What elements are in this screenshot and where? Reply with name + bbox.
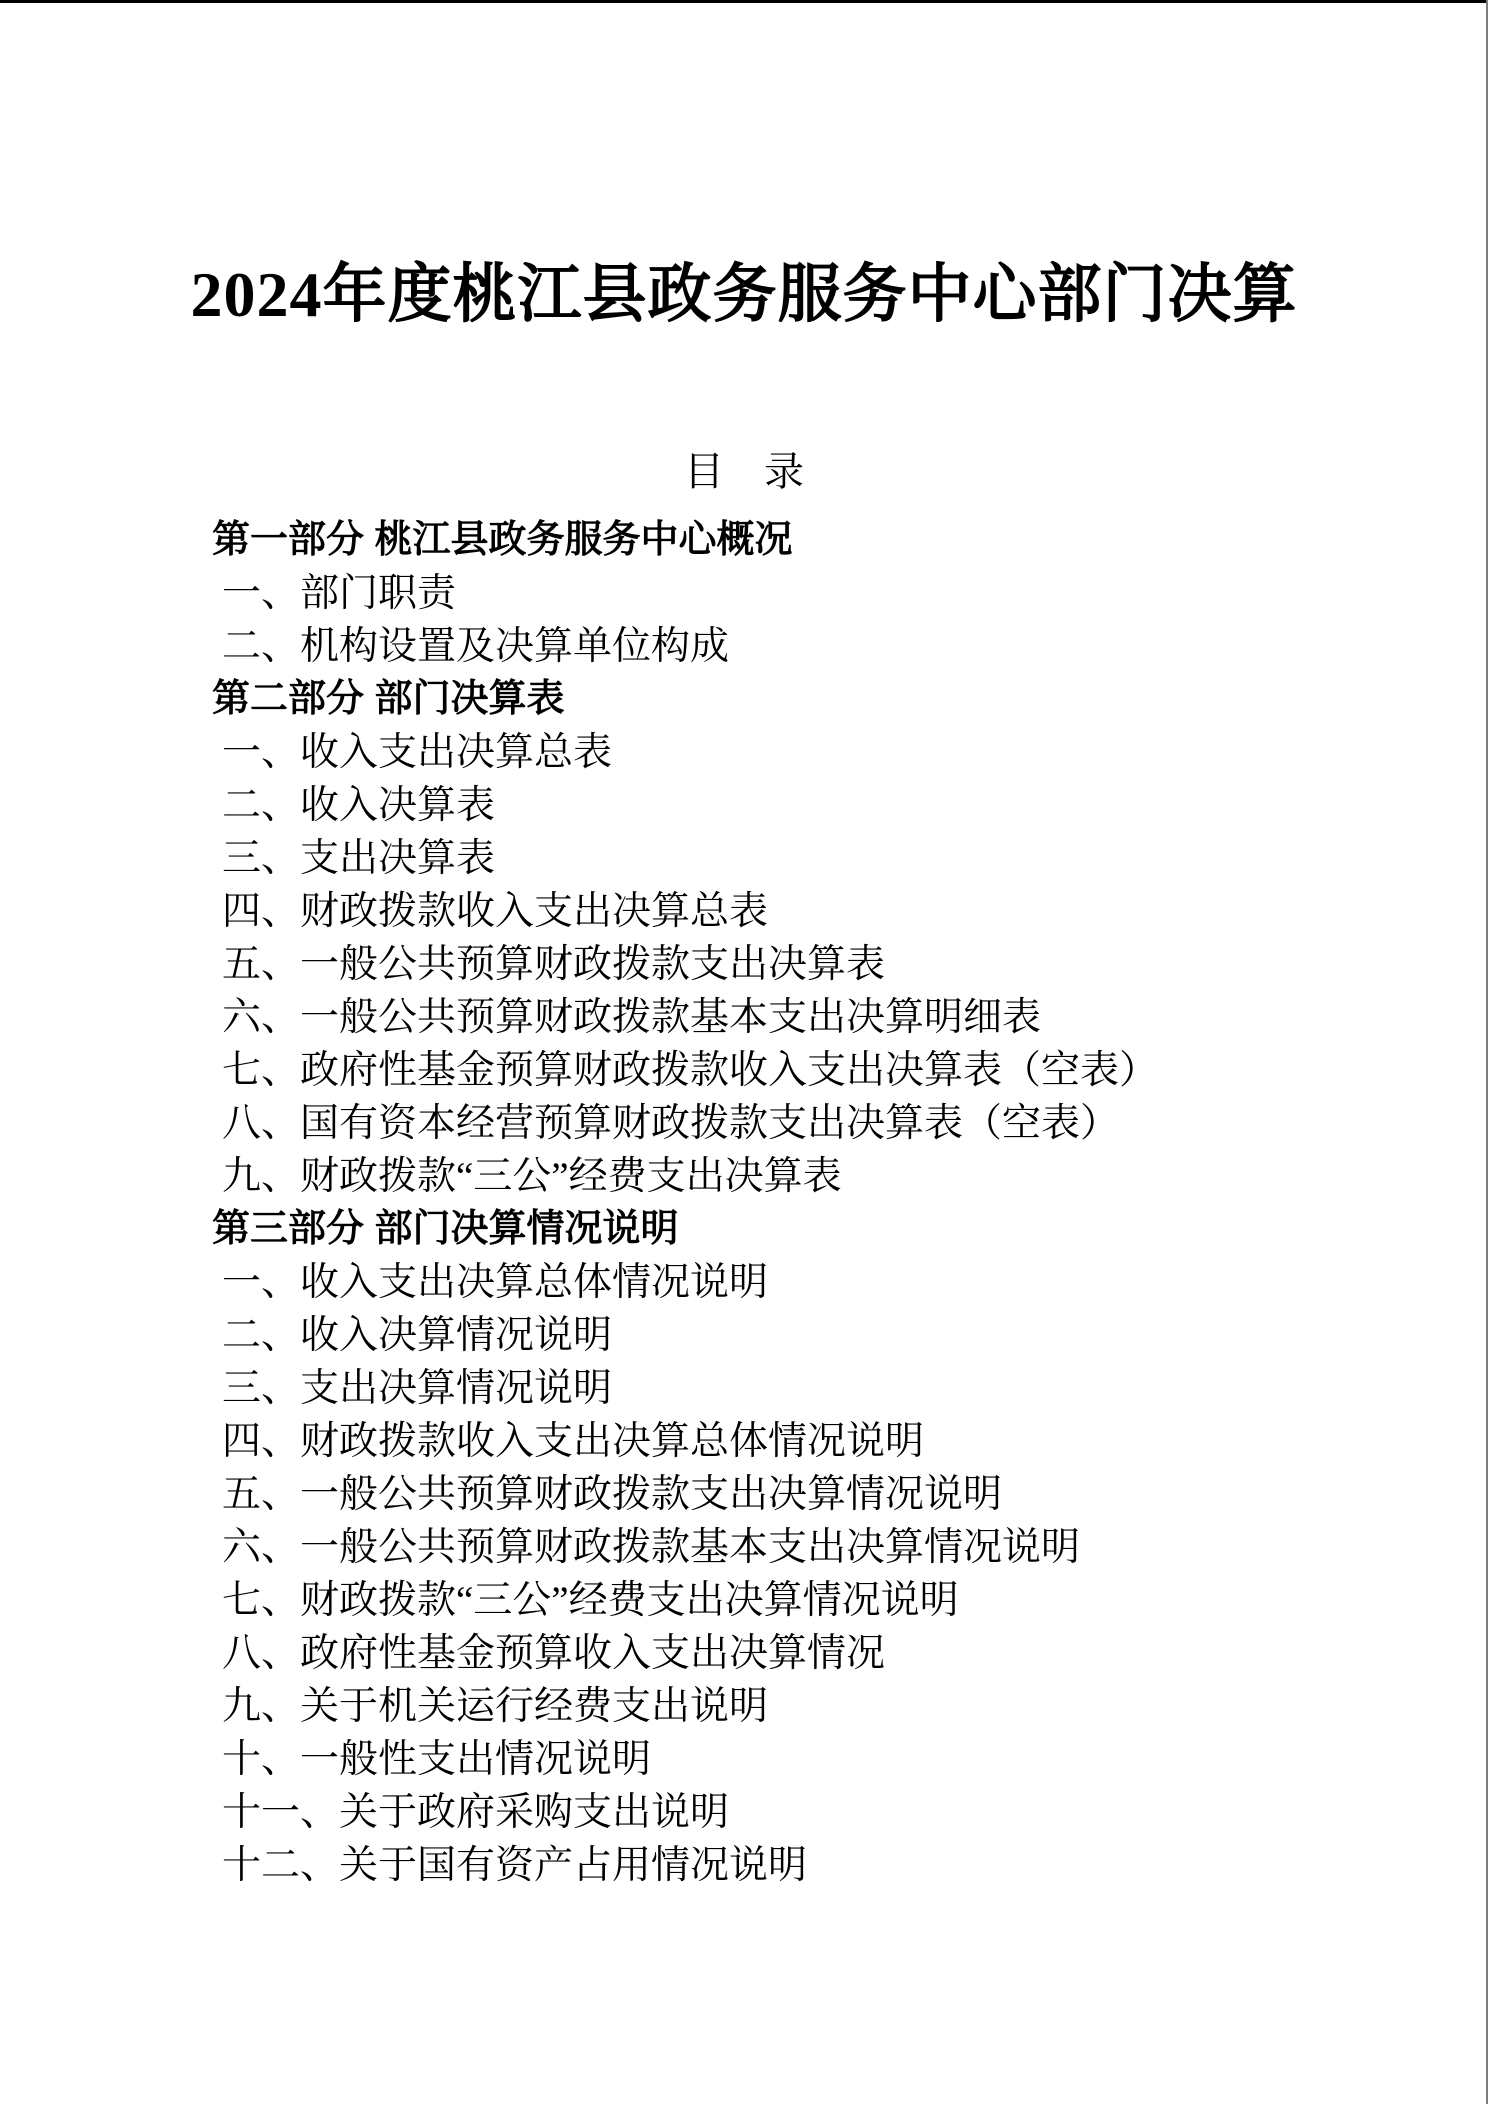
toc-item: 五、一般公共预算财政拨款支出决算表 (222, 943, 886, 986)
toc-item: 三、支出决算表 (222, 837, 496, 880)
top-border-line (0, 0, 1488, 3)
toc-item: 六、一般公共预算财政拨款基本支出决算情况说明 (222, 1526, 1081, 1569)
toc-item: 七、财政拨款“三公”经费支出决算情况说明 (222, 1579, 959, 1622)
toc-section-header: 第二部分 部门决算表 (212, 678, 565, 720)
toc-item: 五、一般公共预算财政拨款支出决算情况说明 (222, 1473, 1003, 1516)
toc-item: 十二、关于国有资产占用情况说明 (222, 1844, 808, 1887)
toc-item: 一、收入支出决算总表 (222, 731, 613, 774)
toc-item: 六、一般公共预算财政拨款基本支出决算明细表 (222, 996, 1042, 1039)
toc-section-header: 第三部分 部门决算情况说明 (212, 1208, 679, 1250)
toc-heading: 目 录 (684, 449, 804, 494)
toc-item: 一、部门职责 (222, 572, 457, 615)
toc-item: 四、财政拨款收入支出决算总表 (222, 890, 769, 933)
toc-item: 八、国有资本经营预算财政拨款支出决算表（空表） (222, 1102, 1120, 1145)
toc-section-header: 第一部分 桃江县政务服务中心概况 (212, 519, 793, 561)
toc-item: 十、一般性支出情况说明 (222, 1738, 652, 1781)
document-title: 2024年度桃江县政务服务中心部门决算 (190, 259, 1298, 330)
toc-item: 二、收入决算表 (222, 784, 496, 827)
toc-item: 四、财政拨款收入支出决算总体情况说明 (222, 1420, 925, 1463)
toc-item: 二、机构设置及决算单位构成 (222, 625, 730, 668)
toc-item: 三、支出决算情况说明 (222, 1367, 613, 1410)
toc-item: 一、收入支出决算总体情况说明 (222, 1261, 769, 1304)
toc-item: 二、收入决算情况说明 (222, 1314, 613, 1357)
toc-list (0, 514, 1488, 1892)
toc-item: 九、关于机关运行经费支出说明 (222, 1685, 769, 1728)
toc-item: 十一、关于政府采购支出说明 (222, 1791, 730, 1834)
toc-item: 九、财政拨款“三公”经费支出决算表 (222, 1155, 842, 1198)
toc-item: 七、政府性基金预算财政拨款收入支出决算表（空表） (222, 1049, 1159, 1092)
toc-item: 八、政府性基金预算收入支出决算情况 (222, 1632, 886, 1675)
